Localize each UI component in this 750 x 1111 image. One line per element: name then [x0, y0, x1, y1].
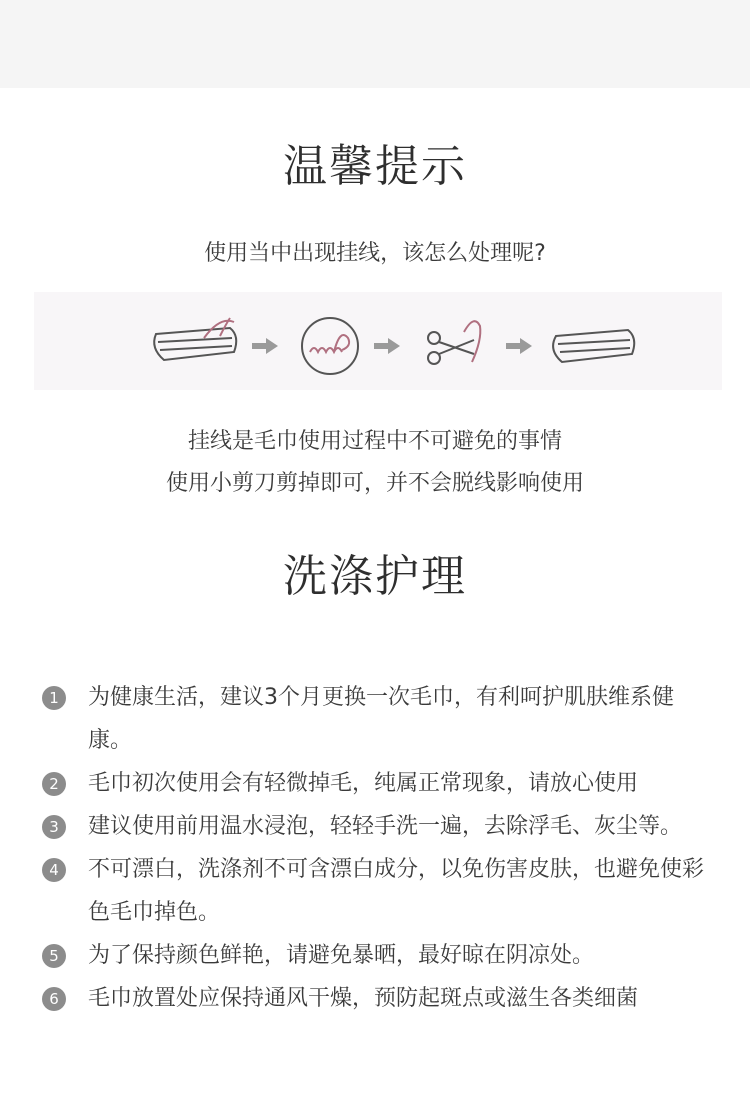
description-line-1: 挂线是毛巾使用过程中不可避免的事情: [187, 429, 562, 454]
number-badge: 6: [42, 987, 66, 1011]
number-badge: 3: [42, 815, 66, 839]
tip-text: 为健康生活，建议3个月更换一次毛巾，有利呵护肌肤维系健康。: [88, 685, 674, 753]
thread-loop-closeup-icon: [302, 318, 358, 374]
section-title-tips: 温馨提示: [283, 141, 467, 192]
description-line-2: 使用小剪刀剪掉即可，并不会脱线影响使用: [165, 471, 584, 496]
thread-handling-illustration: [34, 292, 722, 390]
number-badge: 5: [42, 944, 66, 968]
arrow-icon: [252, 338, 278, 354]
care-tip: [42, 805, 712, 848]
number-badge: 2: [42, 772, 66, 796]
tip-text: 建议使用前用温水浸泡，轻轻手洗一遍，去除浮毛、灰尘等。: [88, 814, 683, 839]
tip-text: 毛巾初次使用会有轻微掉毛，纯属正常现象，请放心使用: [88, 771, 639, 796]
arrow-icon: [506, 338, 532, 354]
care-tip: [42, 762, 712, 805]
care-tips-list: [42, 676, 712, 1020]
neat-towel-icon: [553, 330, 634, 362]
top-band: [0, 0, 750, 88]
towel-with-thread-icon: [154, 318, 236, 360]
tip-text: 不可漂白，洗涤剂不可含漂白成分，以免伤害皮肤，也避免使彩色毛巾掉色。: [88, 857, 705, 925]
care-tip: [42, 977, 712, 1020]
care-tip: [42, 934, 712, 977]
care-tip: [42, 676, 712, 762]
scissors-icon: [428, 321, 480, 364]
tip-text: 毛巾放置处应保持通风干燥，预防起斑点或滋生各类细菌: [88, 986, 639, 1011]
tip-text: 为了保持颜色鲜艳，请避免暴晒，最好晾在阴凉处。: [88, 943, 595, 968]
arrow-icon: [374, 338, 400, 354]
number-badge: 1: [42, 686, 66, 710]
section-title-care: 洗涤护理: [283, 551, 467, 602]
care-tip: [42, 848, 712, 934]
question-text: 使用当中出现挂线，该怎么处理呢?: [204, 241, 546, 266]
number-badge: 4: [42, 858, 66, 882]
